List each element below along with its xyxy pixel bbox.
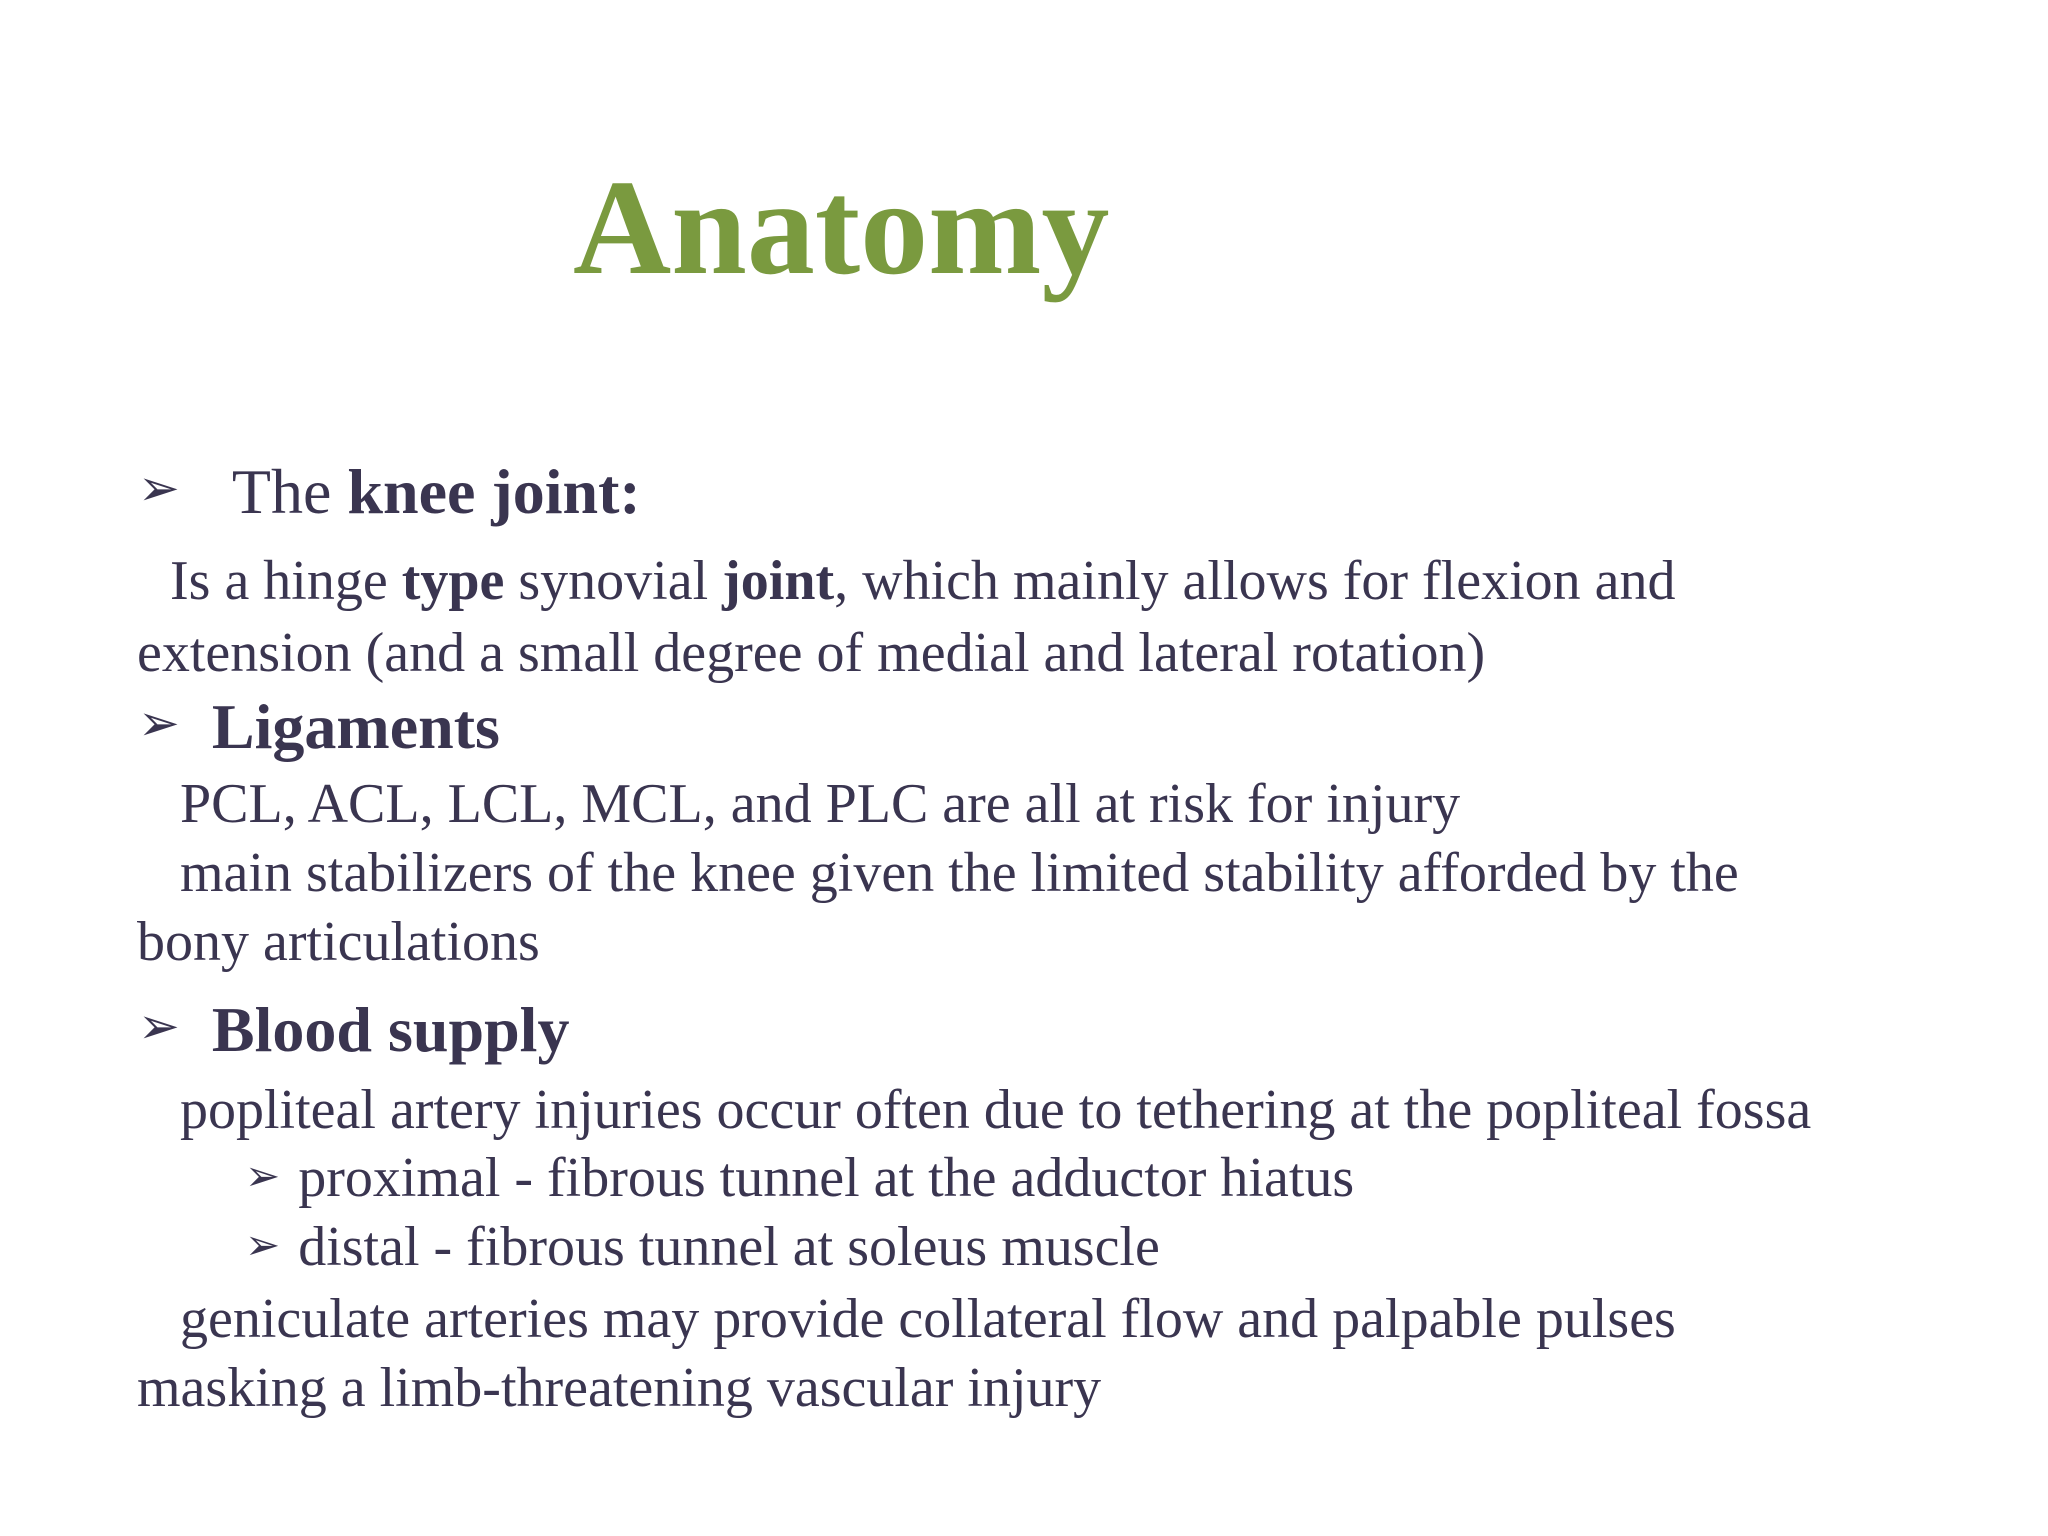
ligaments-line-1: PCL, ACL, LCL, MCL, and PLC are all at risk for injury xyxy=(180,773,1461,835)
blood-supply-line-1: popliteal artery injuries occur often due to tethering at the popliteal fossa xyxy=(180,1079,1812,1141)
knee-joint-heading xyxy=(138,456,641,527)
blood-supply-sub-1 xyxy=(245,1147,1355,1209)
arrow-bullet-icon: ➢ xyxy=(245,1154,281,1200)
knee-joint-line-1 xyxy=(170,550,1676,612)
knee-joint-heading-bold: knee joint: xyxy=(347,456,641,527)
text-run: , which mainly allows for flexion and xyxy=(834,550,1676,612)
text-run: synovial xyxy=(504,550,723,612)
arrow-bullet-icon: ➢ xyxy=(245,1223,281,1269)
sub-bullet-text: proximal - fibrous tunnel at the adductor hiatus xyxy=(298,1147,1355,1209)
arrow-bullet-icon: ➢ xyxy=(138,460,180,516)
bold-run-joint: joint xyxy=(722,550,835,612)
ligaments-line-3: bony articulations xyxy=(137,911,540,973)
blood-supply-heading xyxy=(138,994,570,1065)
text-run: Is a hinge xyxy=(170,550,402,612)
ligaments-heading-text: Ligaments xyxy=(211,691,500,762)
blood-supply-sub-2 xyxy=(245,1216,1160,1278)
blood-supply-line-3: masking a limb-threatening vascular injury xyxy=(137,1357,1102,1419)
arrow-bullet-icon: ➢ xyxy=(138,998,180,1054)
arrow-bullet-icon: ➢ xyxy=(138,695,180,751)
knee-joint-heading-pre: The xyxy=(231,456,348,527)
slide-title: Anatomy xyxy=(573,153,1110,303)
ligaments-heading xyxy=(138,691,500,762)
sub-bullet-text: distal - fibrous tunnel at soleus muscle xyxy=(298,1216,1160,1278)
knee-joint-line-2: extension (and a small degree of medial and lateral rotation) xyxy=(137,622,1486,684)
ligaments-line-2: main stabilizers of the knee given the limited stability afforded by the xyxy=(180,842,1739,904)
blood-supply-heading-text: Blood supply xyxy=(211,994,570,1065)
bold-run-type: type xyxy=(401,550,505,612)
blood-supply-line-2: geniculate arteries may provide collateral flow and palpable pulses xyxy=(180,1288,1676,1350)
